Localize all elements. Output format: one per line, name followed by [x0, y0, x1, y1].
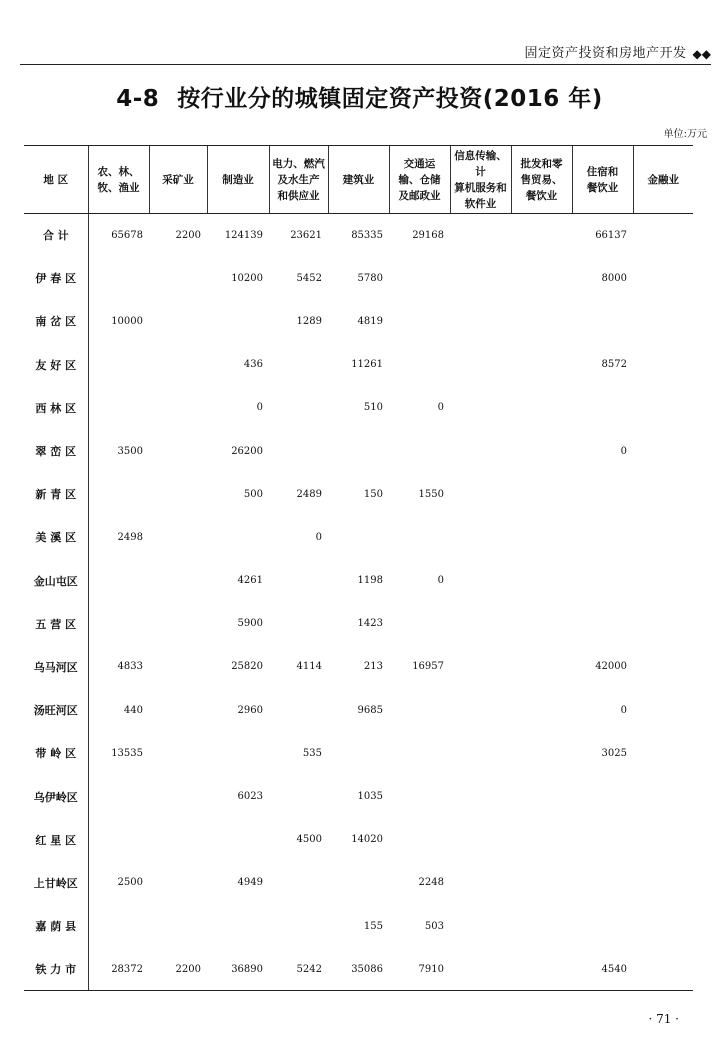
- table-row: [24, 861, 693, 904]
- value-cell: 65678: [111, 229, 143, 241]
- value-cell: [633, 775, 693, 818]
- value-cell: 16957: [412, 661, 444, 673]
- value-cell: 213: [363, 661, 383, 673]
- value-cell: 13535: [111, 747, 143, 759]
- value-cell: 0: [437, 402, 444, 414]
- value-cell: [328, 732, 389, 775]
- value-cell: [269, 905, 328, 948]
- unit-label: 单位:万元: [663, 129, 707, 140]
- value-cell: 5242: [269, 948, 328, 991]
- value-cell: [450, 948, 511, 991]
- value-cell: [269, 386, 328, 429]
- value-cell: [88, 257, 149, 300]
- value-cell: 1550: [418, 488, 444, 500]
- value-cell: 26200: [231, 445, 263, 457]
- region-name: 合 计: [24, 214, 88, 257]
- value-cell: [207, 905, 269, 948]
- value-cell: [88, 775, 149, 818]
- value-cell: 4500: [296, 834, 322, 846]
- value-cell: [511, 429, 572, 472]
- value-cell: [633, 473, 693, 516]
- value-cell: [633, 818, 693, 861]
- value-cell: [450, 645, 511, 688]
- column-header: 地 区: [24, 146, 88, 214]
- value-cell: [511, 775, 572, 818]
- value-cell: [450, 861, 511, 904]
- value-cell: 4819: [357, 315, 383, 327]
- table-row: [24, 818, 693, 861]
- value-cell: [149, 559, 207, 602]
- value-cell: 2489: [296, 488, 322, 500]
- column-header: 批发和零 售贸易、 餐饮业: [511, 146, 572, 214]
- value-cell: 535: [302, 747, 322, 759]
- value-cell: [149, 429, 207, 472]
- value-cell: [450, 343, 511, 386]
- value-cell: [450, 905, 511, 948]
- value-cell: [511, 818, 572, 861]
- value-cell: [149, 732, 207, 775]
- column-header: 金融业: [633, 146, 693, 214]
- value-cell: [633, 645, 693, 688]
- value-cell: [149, 516, 207, 559]
- value-cell: 35086: [328, 948, 389, 991]
- value-cell: 29168: [412, 229, 444, 241]
- value-cell: [88, 473, 149, 516]
- table-row: [24, 905, 693, 948]
- region-name: 西 林 区: [24, 386, 88, 429]
- value-cell: [511, 343, 572, 386]
- table-row: [24, 257, 693, 300]
- column-header: 信息传输、计 算机服务和 软件业: [450, 146, 511, 214]
- table-header-row: [24, 146, 693, 214]
- value-cell: 25820: [231, 661, 263, 673]
- value-cell: [633, 429, 693, 472]
- value-cell: [269, 559, 328, 602]
- table-row: [24, 689, 693, 732]
- region-name: 翠 峦 区: [24, 429, 88, 472]
- region-name: 金山屯区: [24, 559, 88, 602]
- value-cell: [450, 775, 511, 818]
- value-cell: [511, 516, 572, 559]
- table-row: [24, 386, 693, 429]
- region-name: 铁 力 市: [24, 948, 88, 991]
- value-cell: [633, 386, 693, 429]
- value-cell: [572, 473, 633, 516]
- value-cell: 2248: [418, 877, 444, 889]
- table-row: [24, 343, 693, 386]
- value-cell: [149, 818, 207, 861]
- diamond-marks-icon: ◆◆: [692, 47, 711, 61]
- table-row: [24, 516, 693, 559]
- value-cell: [450, 689, 511, 732]
- value-cell: [633, 559, 693, 602]
- value-cell: [149, 300, 207, 343]
- value-cell: [572, 386, 633, 429]
- value-cell: 2500: [117, 877, 143, 889]
- column-header: 交通运 输、仓储 及邮政业: [389, 146, 450, 214]
- value-cell: [450, 300, 511, 343]
- region-name: 汤旺河区: [24, 689, 88, 732]
- value-cell: 500: [243, 488, 263, 500]
- value-cell: 5452: [296, 272, 322, 284]
- column-header: 采矿业: [149, 146, 207, 214]
- value-cell: [149, 343, 207, 386]
- value-cell: [149, 905, 207, 948]
- region-name: 南 岔 区: [24, 300, 88, 343]
- value-cell: 1035: [357, 791, 383, 803]
- value-cell: 503: [424, 920, 444, 932]
- value-cell: [633, 905, 693, 948]
- region-name: 上甘岭区: [24, 861, 88, 904]
- value-cell: [389, 818, 450, 861]
- column-header: 农、林、 牧、渔业: [88, 146, 149, 214]
- value-cell: [511, 948, 572, 991]
- value-cell: [633, 343, 693, 386]
- value-cell: [389, 732, 450, 775]
- value-cell: 0: [620, 704, 627, 716]
- value-cell: 5900: [237, 618, 263, 630]
- table-row: [24, 429, 693, 472]
- region-name: 伊 春 区: [24, 257, 88, 300]
- value-cell: 1423: [357, 618, 383, 630]
- value-cell: 0: [256, 402, 263, 414]
- value-cell: 4261: [237, 575, 263, 587]
- value-cell: [328, 861, 389, 904]
- value-cell: [572, 300, 633, 343]
- value-cell: [572, 905, 633, 948]
- value-cell: [328, 516, 389, 559]
- value-cell: 5780: [357, 272, 383, 284]
- value-cell: 4949: [237, 877, 263, 889]
- table-number: 4-8: [116, 86, 160, 112]
- value-cell: [389, 257, 450, 300]
- value-cell: [450, 818, 511, 861]
- value-cell: [269, 861, 328, 904]
- value-cell: [389, 343, 450, 386]
- column-header: 电力、燃汽 及水生产 和供应业: [269, 146, 328, 214]
- value-cell: [572, 559, 633, 602]
- value-cell: [572, 516, 633, 559]
- region-name: 友 好 区: [24, 343, 88, 386]
- value-cell: [450, 732, 511, 775]
- value-cell: 4114: [296, 661, 322, 673]
- value-cell: [149, 473, 207, 516]
- table-row: [24, 948, 693, 991]
- region-name: 乌伊岭区: [24, 775, 88, 818]
- value-cell: [269, 775, 328, 818]
- region-name: 嘉 荫 县: [24, 905, 88, 948]
- value-cell: [572, 861, 633, 904]
- value-cell: [633, 257, 693, 300]
- value-cell: 66137: [595, 229, 627, 241]
- value-cell: [149, 386, 207, 429]
- table-title: 按行业分的城镇固定资产投资(2016 年): [177, 86, 603, 112]
- table-row: [24, 559, 693, 602]
- value-cell: [633, 732, 693, 775]
- value-cell: [389, 602, 450, 645]
- value-cell: [389, 300, 450, 343]
- value-cell: [149, 689, 207, 732]
- value-cell: [269, 343, 328, 386]
- value-cell: [511, 386, 572, 429]
- table-row: [24, 645, 693, 688]
- region-name: 红 星 区: [24, 818, 88, 861]
- value-cell: [633, 948, 693, 991]
- value-cell: [511, 300, 572, 343]
- value-cell: 8572: [601, 359, 627, 371]
- table-row: [24, 602, 693, 645]
- value-cell: [633, 861, 693, 904]
- running-header: [20, 38, 711, 65]
- value-cell: [572, 775, 633, 818]
- value-cell: 10200: [231, 272, 263, 284]
- value-cell: 6023: [237, 791, 263, 803]
- investment-table: [24, 145, 693, 991]
- value-cell: [450, 473, 511, 516]
- value-cell: 436: [243, 359, 263, 371]
- value-cell: 440: [123, 704, 143, 716]
- value-cell: 2960: [237, 704, 263, 716]
- value-cell: 14020: [351, 834, 383, 846]
- value-cell: [149, 602, 207, 645]
- value-cell: [269, 429, 328, 472]
- value-cell: 42000: [595, 661, 627, 673]
- value-cell: [450, 386, 511, 429]
- page-number: · 71 ·: [648, 1012, 679, 1026]
- value-cell: [269, 602, 328, 645]
- value-cell: 0: [315, 531, 322, 543]
- value-cell: [88, 559, 149, 602]
- value-cell: 4833: [117, 661, 143, 673]
- value-cell: [450, 214, 511, 257]
- value-cell: [511, 257, 572, 300]
- value-cell: [633, 214, 693, 257]
- value-cell: 155: [363, 920, 383, 932]
- value-cell: 2498: [117, 531, 143, 543]
- region-name: 带 岭 区: [24, 732, 88, 775]
- value-cell: [511, 689, 572, 732]
- value-cell: [511, 732, 572, 775]
- value-cell: 28372: [88, 948, 149, 991]
- table-row: [24, 732, 693, 775]
- value-cell: [633, 516, 693, 559]
- value-cell: [450, 257, 511, 300]
- table-body: [24, 214, 693, 991]
- value-cell: [88, 602, 149, 645]
- value-cell: 0: [437, 575, 444, 587]
- section-title: 固定资产投资和房地产开发: [524, 46, 687, 61]
- value-cell: 23621: [290, 229, 322, 241]
- table-row: [24, 300, 693, 343]
- value-cell: [149, 257, 207, 300]
- value-cell: [149, 861, 207, 904]
- value-cell: [88, 386, 149, 429]
- value-cell: [149, 645, 207, 688]
- value-cell: [511, 861, 572, 904]
- column-header: 住宿和 餐饮业: [572, 146, 633, 214]
- value-cell: [511, 602, 572, 645]
- value-cell: [572, 818, 633, 861]
- value-cell: [450, 559, 511, 602]
- value-cell: [389, 516, 450, 559]
- value-cell: [450, 516, 511, 559]
- value-cell: 1198: [357, 575, 383, 587]
- region-name: 五 营 区: [24, 602, 88, 645]
- value-cell: 124139: [224, 229, 263, 241]
- value-cell: 0: [620, 445, 627, 457]
- value-cell: [88, 818, 149, 861]
- value-cell: 36890: [207, 948, 269, 991]
- value-cell: [511, 905, 572, 948]
- value-cell: [572, 602, 633, 645]
- value-cell: [207, 818, 269, 861]
- value-cell: [450, 602, 511, 645]
- value-cell: 8000: [601, 272, 627, 284]
- value-cell: 11261: [351, 359, 383, 371]
- value-cell: 4540: [572, 948, 633, 991]
- value-cell: [88, 905, 149, 948]
- page-title: [0, 80, 719, 113]
- value-cell: 2200: [175, 229, 201, 241]
- value-cell: [511, 473, 572, 516]
- table-row: [24, 473, 693, 516]
- region-name: 乌马河区: [24, 645, 88, 688]
- value-cell: [389, 775, 450, 818]
- value-cell: [389, 689, 450, 732]
- column-header: 建筑业: [328, 146, 389, 214]
- value-cell: 1289: [296, 315, 322, 327]
- value-cell: [633, 689, 693, 732]
- value-cell: 510: [363, 402, 383, 414]
- value-cell: 85335: [351, 229, 383, 241]
- value-cell: [328, 429, 389, 472]
- table-row: [24, 214, 693, 257]
- value-cell: [450, 429, 511, 472]
- value-cell: [88, 343, 149, 386]
- value-cell: [511, 645, 572, 688]
- table-row: [24, 775, 693, 818]
- value-cell: 7910: [389, 948, 450, 991]
- value-cell: [207, 732, 269, 775]
- value-cell: [633, 602, 693, 645]
- value-cell: [149, 775, 207, 818]
- value-cell: 9685: [357, 704, 383, 716]
- region-name: 新 青 区: [24, 473, 88, 516]
- value-cell: [511, 559, 572, 602]
- value-cell: [207, 300, 269, 343]
- value-cell: 10000: [111, 315, 143, 327]
- value-cell: 3025: [601, 747, 627, 759]
- value-cell: [633, 300, 693, 343]
- value-cell: [389, 429, 450, 472]
- value-cell: 2200: [149, 948, 207, 991]
- region-name: 美 溪 区: [24, 516, 88, 559]
- value-cell: [207, 516, 269, 559]
- column-header: 制造业: [207, 146, 269, 214]
- value-cell: 3500: [117, 445, 143, 457]
- value-cell: [511, 214, 572, 257]
- value-cell: 150: [363, 488, 383, 500]
- value-cell: [269, 689, 328, 732]
